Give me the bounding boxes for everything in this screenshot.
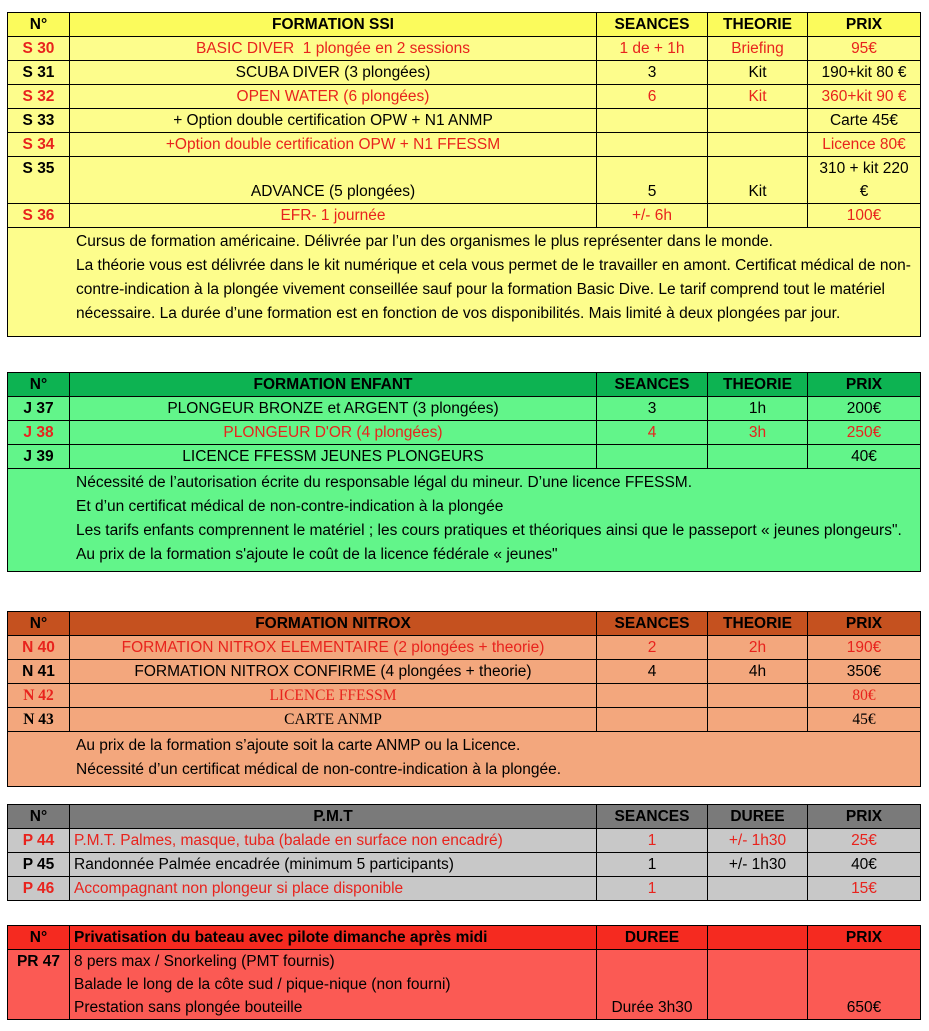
row-prix: 250€ [808,421,921,445]
row-name: P.M.T. Palmes, masque, tuba (balade en surface non encadré) [70,829,597,853]
note-line: Et d’un certificat médical de non-contre-indication à la plongée [76,498,504,515]
row-prix: 95€ [808,37,921,61]
row-seances [597,684,708,708]
note-cell [8,732,921,787]
note-row [8,732,921,787]
row-name: SCUBA DIVER (3 plongées) [70,61,597,85]
row-num: S 33 [8,109,70,133]
table-row [8,85,921,109]
row-num [8,950,70,1020]
table-formation-ssi [7,12,921,337]
row-theorie [708,133,808,157]
row-seances: 2 [597,636,708,660]
row-seances: 1 de + 1h [597,37,708,61]
row-theorie: Briefing [708,37,808,61]
table-header-row [8,13,921,37]
row-theorie: Kit [708,61,808,85]
header-num: N° [8,926,70,950]
note-line: Au prix de la formation s'ajoute le coût de la licence fédérale « jeunes" [76,546,558,563]
row-prix: Licence 80€ [808,133,921,157]
row-name: PLONGEUR D'OR (4 plongées) [70,421,597,445]
row-prix: 40€ [808,445,921,469]
row-name-line: Prestation sans plongée bouteille [74,999,303,1016]
note-line: La théorie vous est délivrée dans le kit numérique et cela vous permet de le travailler en amont. Certificat médical de non-contre-indication à la plongée vivement conseillée sauf pour la formation Basic Dive. Le tarif comprend tout le matériel nécessaire. La durée d’une formation est en fonction de vos disponibilités. Mais limité à deux plongées par jour. [76,257,911,322]
header-prix: PRIX [808,373,921,397]
table-row [8,853,921,877]
row-duree [597,950,708,1020]
table-row [8,708,921,732]
row-name: + Option double certification OPW + N1 ANMP [70,109,597,133]
table-pmt [7,804,921,901]
row-theorie [708,204,808,228]
table-header-row [8,612,921,636]
row-duree: +/- 1h30 [708,829,808,853]
note-row [8,469,921,572]
table-row [8,204,921,228]
row-prix: Carte 45€ [808,109,921,133]
table-row [8,133,921,157]
row-theorie: 1h [708,397,808,421]
header-title: Privatisation du bateau avec pilote dimanche après midi [70,926,597,950]
header-seances: SEANCES [597,805,708,829]
header-num: N° [8,612,70,636]
row-seances [597,445,708,469]
row-theorie: 3h [708,421,808,445]
table-row [8,445,921,469]
row-theorie [708,109,808,133]
table-header-row [8,373,921,397]
header-title: P.M.T [70,805,597,829]
table-row [8,61,921,85]
row-duree-text: Durée 3h30 [611,999,693,1016]
header-prix: PRIX [808,926,921,950]
row-seances: 1 [597,829,708,853]
row-theorie [708,445,808,469]
row-num: N 43 [8,708,70,732]
row-prix: 360+kit 90 € [808,85,921,109]
row-prix: 190€ [808,636,921,660]
header-theorie: THEORIE [708,612,808,636]
row-num: P 45 [8,853,70,877]
header-seances: SEANCES [597,612,708,636]
row-name: Accompagnant non plongeur si place disponible [70,877,597,901]
row-name: +Option double certification OPW + N1 FFESSM [70,133,597,157]
row-name: CARTE ANMP [70,708,597,732]
row-name: Randonnée Palmée encadrée (minimum 5 participants) [70,853,597,877]
table-formation-enfant [7,372,921,572]
note-cell [8,469,921,572]
row-prix: 190+kit 80 € [808,61,921,85]
row-prix: 15€ [808,877,921,901]
row-seances: 3 [597,61,708,85]
row-theorie: 2h [708,636,808,660]
row-theorie [708,708,808,732]
row-name: FORMATION NITROX ELEMENTAIRE (2 plongées + theorie) [70,636,597,660]
row-duree [708,877,808,901]
row-name: LICENCE FFESSM [70,684,597,708]
note-line: Nécessité d’un certificat médical de non-contre-indication à la plongée. [76,761,562,778]
row-num: N 41 [8,660,70,684]
row-seances: 4 [597,421,708,445]
row-theorie [708,684,808,708]
header-num: N° [8,373,70,397]
row-theorie: 4h [708,660,808,684]
note-line: Cursus de formation américaine. Délivrée par l’un des organismes le plus représenter dans le monde. [76,233,773,250]
header-prix: PRIX [808,612,921,636]
row-seances: 4 [597,660,708,684]
row-name: BASIC DIVER 1 plongée en 2 sessions [70,37,597,61]
table-formation-nitrox [7,611,921,787]
row-seances: 1 [597,877,708,901]
header-theorie: THEORIE [708,13,808,37]
table-row [8,660,921,684]
header-title: FORMATION NITROX [70,612,597,636]
header-duree: DUREE [708,805,808,829]
row-seances: +/- 6h [597,204,708,228]
row-num: S 30 [8,37,70,61]
row-seances: 6 [597,85,708,109]
row-num: N 40 [8,636,70,660]
row-num [8,157,70,204]
row-name: PLONGEUR BRONZE et ARGENT (3 plongées) [70,397,597,421]
header-prix: PRIX [808,13,921,37]
note-line: Les tarifs enfants comprennent le matériel ; les cours pratiques et théoriques ainsi que le passeport « jeunes plongeurs". [76,522,902,539]
table-row [8,877,921,901]
table-row [8,829,921,853]
row-name: FORMATION NITROX CONFIRME (4 plongées + theorie) [70,660,597,684]
row-prix: 350€ [808,660,921,684]
row-num-text: PR 47 [16,953,61,970]
row-num: S 31 [8,61,70,85]
header-num: N° [8,13,70,37]
table-row [8,397,921,421]
row-seances [597,708,708,732]
row-prix-text: 650€ [846,999,882,1016]
row-prix: 80€ [808,684,921,708]
row-prix: 200€ [808,397,921,421]
row-num: J 37 [8,397,70,421]
table-row [8,950,921,1020]
header-theorie: THEORIE [708,373,808,397]
header-seances: SEANCES [597,373,708,397]
row-theorie: Kit [708,85,808,109]
row-name: EFR- 1 journée [70,204,597,228]
row-seances [597,133,708,157]
row-name-text: ADVANCE (5 plongées) [250,183,416,200]
row-num: S 34 [8,133,70,157]
table-row [8,109,921,133]
row-name: LICENCE FFESSM JEUNES PLONGEURS [70,445,597,469]
row-duree: +/- 1h30 [708,853,808,877]
row-num: P 44 [8,829,70,853]
row-seances: 3 [597,397,708,421]
row-empty [708,950,808,1020]
header-num: N° [8,805,70,829]
note-line: Nécessité de l’autorisation écrite du responsable légal du mineur. D’une licence FFESSM. [76,474,693,491]
row-name: OPEN WATER (6 plongées) [70,85,597,109]
table-row [8,37,921,61]
header-prix: PRIX [808,805,921,829]
header-title: FORMATION ENFANT [70,373,597,397]
note-row [8,228,921,337]
row-seances: 1 [597,853,708,877]
header-title: FORMATION SSI [70,13,597,37]
row-prix [808,950,921,1020]
row-num: S 36 [8,204,70,228]
table-row [8,421,921,445]
header-empty [708,926,808,950]
row-name [70,950,597,1020]
note-cell [8,228,921,337]
row-num: J 38 [8,421,70,445]
row-prix-line1: 310 + kit 220 [819,160,909,177]
row-theorie-text: Kit [748,183,767,200]
table-row [8,157,921,204]
row-name [70,157,597,204]
row-name-line: Balade le long de la côte sud / pique-nique (non fourni) [74,976,451,993]
row-prix-line2: € [859,183,869,200]
row-seances-text: 5 [647,183,657,200]
header-seances: SEANCES [597,13,708,37]
row-theorie [708,157,808,204]
row-seances [597,157,708,204]
row-name-line: 8 pers max / Snorkeling (PMT fournis) [74,953,335,970]
row-num: N 42 [8,684,70,708]
row-seances [597,109,708,133]
row-prix [808,157,921,204]
row-num: P 46 [8,877,70,901]
table-privatisation [7,925,921,1020]
row-num-text: S 35 [22,160,55,177]
row-prix: 40€ [808,853,921,877]
row-prix: 45€ [808,708,921,732]
row-prix: 100€ [808,204,921,228]
table-header-row [8,805,921,829]
header-duree: DUREE [597,926,708,950]
table-header-row [8,926,921,950]
table-row [8,684,921,708]
row-prix: 25€ [808,829,921,853]
table-row [8,636,921,660]
note-line: Au prix de la formation s’ajoute soit la carte ANMP ou la Licence. [76,737,521,754]
row-num: S 32 [8,85,70,109]
row-num: J 39 [8,445,70,469]
